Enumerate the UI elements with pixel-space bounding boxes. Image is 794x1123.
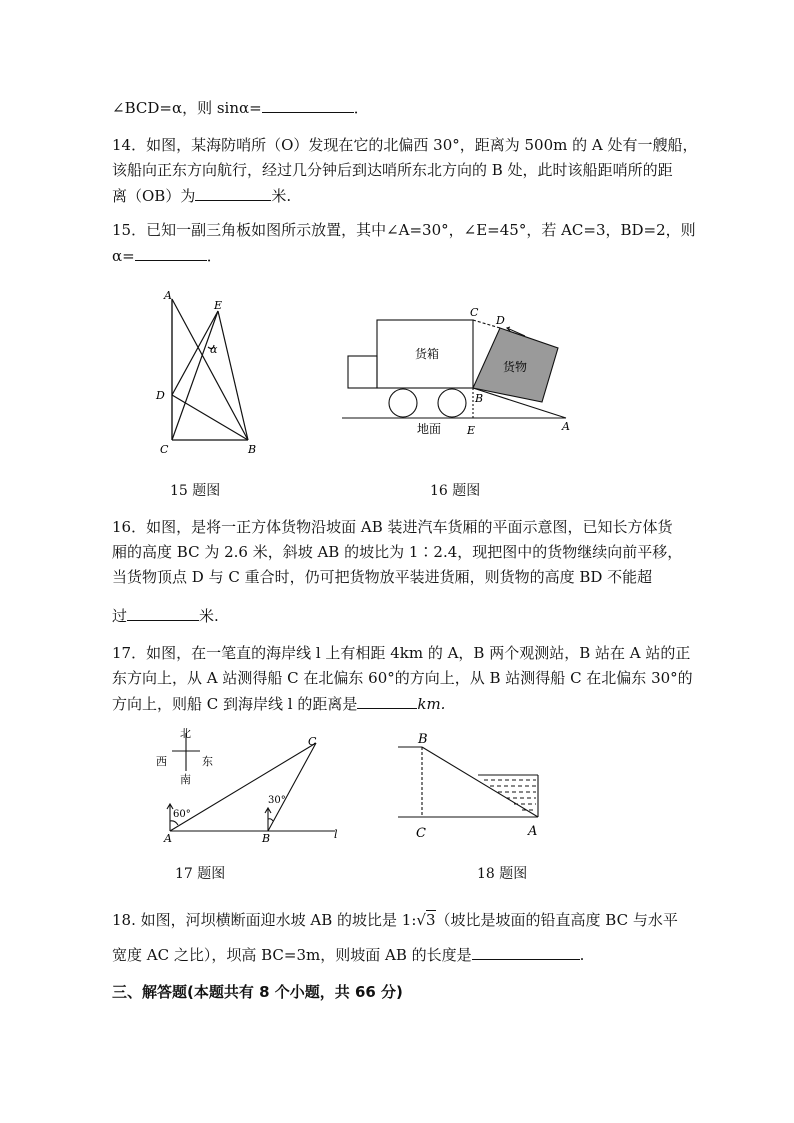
q17-line2: 东方向上，从 A 站测得船 C 在北偏东 60°的方向上，从 B 站测得船 C 在北偏东 30°的 [112, 669, 693, 687]
section-3-heading: 三、解答题(本题共有 8 个小题，共 66 分) [112, 983, 403, 1001]
fig17-caption: 17 题图 [175, 866, 226, 882]
q18-text-c: 宽度 AC 之比），坝高 BC=3m，则坡面 AB 的长度是 [112, 946, 472, 964]
q16-text: 过 [112, 607, 128, 625]
fig15-label-B: B [248, 443, 257, 456]
fig15-label-A: A [164, 289, 172, 302]
fig16-label-E: E [467, 424, 476, 437]
figure-17 [150, 725, 350, 847]
fig18-caption: 18 题图 [477, 866, 528, 882]
fig15-label-D: D [156, 389, 165, 402]
fig16-label-C: C [470, 306, 479, 319]
fig16-caption: 16 题图 [430, 483, 481, 499]
fig15-label-alpha: α [210, 343, 218, 356]
fig17-label-east: 东 [202, 755, 213, 768]
fig16-ground-label: 地面 [417, 422, 442, 436]
fig16-label-D: D [496, 314, 505, 327]
q18-suffix: . [579, 946, 585, 964]
q17-line3 [112, 694, 445, 713]
fig18-label-A: A [528, 824, 538, 839]
fig16-cargo-label: 货物 [503, 360, 528, 374]
fig18-label-B: B [418, 732, 428, 747]
q14-line1: 14．如图，某海防哨所（O）发现在它的北偏西 30°，距离为 500m 的 A 处有一艘船， [112, 136, 698, 154]
q15-suffix: ． [206, 247, 222, 265]
q16-line4 [112, 606, 219, 625]
q15-text: α= [112, 247, 135, 265]
fig18-label-C: C [416, 826, 426, 841]
fig17-label-angle30: 30° [268, 795, 286, 806]
q15-answer-blank[interactable] [135, 246, 207, 261]
fig17-label-B: B [262, 832, 271, 845]
fig17-label-l: l [334, 828, 338, 841]
fig16-label-B: B [475, 392, 484, 405]
q15-line1: 15．已知一副三角板如图所示放置，其中∠A=30°，∠E=45°，若 AC=3，BD=2，则 [112, 221, 696, 239]
fig17-label-C: C [308, 735, 317, 748]
fig16-label-A: A [562, 420, 570, 433]
q18-line1 [112, 911, 678, 929]
q16-line1: 16．如图，是将一正方体货物沿坡面 AB 装进汽车货厢的平面示意图，已知长方体货 [112, 518, 673, 536]
q14-line3 [112, 186, 291, 205]
fig17-label-angle60: 60° [173, 809, 191, 820]
figure-15 [150, 285, 270, 460]
q13-suffix: ． [353, 99, 369, 117]
fig16-box-label: 货箱 [415, 347, 440, 361]
q14-suffix: 米. [271, 187, 292, 205]
q16-line2: 厢的高度 BC 为 2.6 米，斜坡 AB 的坡比为 1∶2.4，现把图中的货物继续向前平移， [112, 543, 683, 561]
fig17-label-west: 西 [156, 755, 167, 768]
figure-16 [340, 300, 580, 445]
q15-line2 [112, 246, 222, 265]
q13-answer-blank[interactable] [262, 98, 354, 113]
q17-line1: 17．如图，在一笔直的海岸线 l 上有相距 4km 的 A，B 两个观测站，B 站在 A 站的正 [112, 644, 691, 662]
fig15-label-C: C [160, 443, 169, 456]
q18-text-b: （坡比是坡面的铅直高度 BC 与水平 [435, 911, 678, 929]
sqrt-value: 3 [425, 911, 436, 929]
sqrt-symbol: √3 [416, 911, 436, 929]
figure-18 [380, 725, 560, 847]
fig17-label-A: A [164, 832, 172, 845]
fig15-caption: 15 题图 [170, 483, 221, 499]
fig15-label-E: E [214, 299, 223, 312]
fig17-label-south: 南 [180, 773, 191, 786]
q13-text: ∠BCD=α，则 sinα= [112, 99, 262, 117]
fig18-water-hatch [484, 780, 536, 810]
q14-line2: 该船向正东方向航行，经过几分钟后到达哨所东北方向的 B 处，此时该船距哨所的距 [112, 161, 673, 179]
q17-text: 方向上，则船 C 到海岸线 l 的距离是 [112, 695, 358, 713]
q16-suffix: 米. [199, 607, 219, 625]
q14-text: 离（OB）为 [112, 187, 196, 205]
q17-suffix: km. [417, 695, 446, 713]
q18-line2 [112, 945, 584, 964]
q17-answer-blank[interactable] [357, 694, 417, 709]
fig17-label-north: 北 [180, 727, 191, 740]
q18-text-a: 18. 如图，河坝横断面迎水坡 AB 的坡比是 1: [112, 911, 417, 929]
q14-answer-blank[interactable] [195, 186, 271, 201]
q16-line3: 当货物顶点 D 与 C 重合时，仍可把货物放平装进货厢，则货物的高度 BD 不能超 [112, 568, 653, 586]
q18-answer-blank[interactable] [472, 945, 580, 960]
q16-answer-blank[interactable] [127, 606, 199, 621]
q13-tail-line [112, 98, 369, 117]
